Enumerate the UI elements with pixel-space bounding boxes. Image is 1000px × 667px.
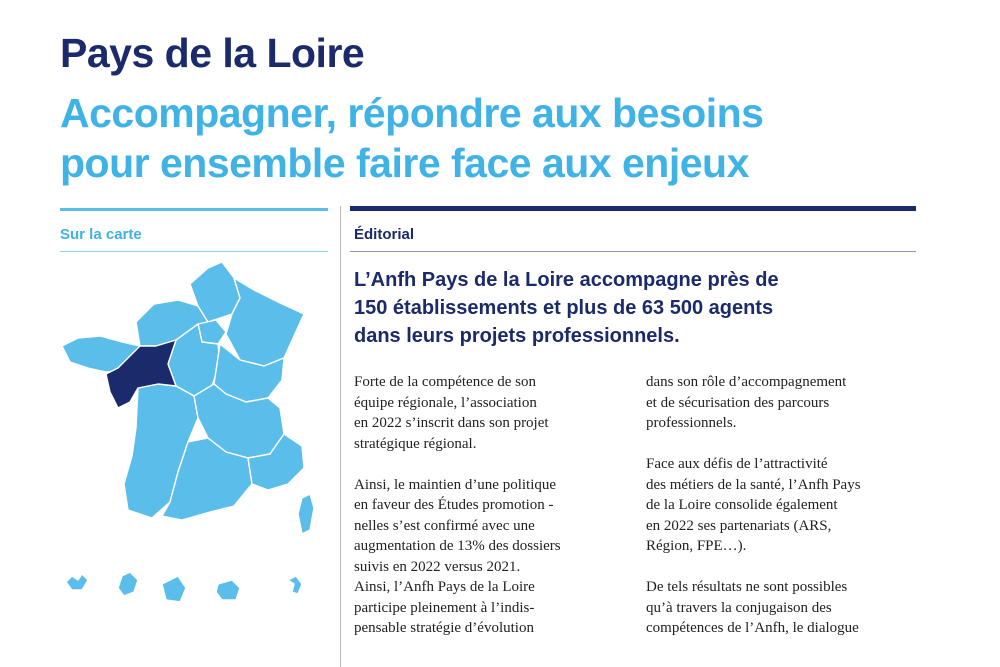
body-line: augmentation de 13% des dossiers xyxy=(354,538,561,554)
body-line: des métiers de la santé, l’Anfh Pays xyxy=(646,476,861,493)
body-line: Ainsi, le maintien d’une politique xyxy=(354,476,557,493)
body-line: qu’à travers la conjugaison des xyxy=(646,599,832,616)
region-corse xyxy=(298,494,314,534)
region-mayotte xyxy=(288,576,302,594)
body-line: De tels résultats ne sont possibles xyxy=(646,579,848,595)
body-line: Région, FPE…). xyxy=(646,538,747,554)
body-line: Forte de la compétence de son xyxy=(354,374,537,390)
column-divider xyxy=(340,206,341,667)
body-line: suivis en 2022 versus 2021. xyxy=(354,558,521,575)
france-regions xyxy=(62,262,314,602)
body-line: en 2022 s’inscrit dans son projet xyxy=(354,415,549,431)
region-grand-est xyxy=(226,278,304,366)
body-line: de la Loire consolide également xyxy=(646,497,838,513)
body-line: dans son rôle d’accompagnement xyxy=(646,374,847,390)
body-line: Face aux défis de l’attractivité xyxy=(646,456,828,472)
left-top-rule xyxy=(60,208,328,211)
page-title: Pays de la Loire xyxy=(60,30,365,76)
editorial-column-2 xyxy=(646,372,926,639)
body-line: en 2022 ses partenariats (ARS, xyxy=(646,517,832,534)
editorial-section-label: Éditorial xyxy=(354,226,415,243)
body-line: participe pleinement à l’indis- xyxy=(354,599,535,616)
body-line: équipe régionale, l’association xyxy=(354,394,537,411)
right-top-rule xyxy=(350,206,916,211)
subtitle-line: Accompagner, répondre aux besoins xyxy=(60,90,764,136)
editorial-column-1 xyxy=(354,372,624,639)
map-section-rule xyxy=(60,251,328,252)
region-guadeloupe xyxy=(66,574,88,590)
body-line: pensable stratégie d’évolution xyxy=(354,620,534,636)
lead-line: 150 établissements et plus de 63 500 agents xyxy=(354,297,774,319)
body-line: en faveur des Études promotion - xyxy=(354,497,554,513)
body-line: professionnels. xyxy=(646,415,737,431)
body-line: et de sécurisation des parcours xyxy=(646,394,830,411)
paragraph-gap xyxy=(354,454,624,475)
map-section-label: Sur la carte xyxy=(60,226,142,243)
france-map xyxy=(58,262,328,642)
subtitle-line: pour ensemble faire face aux enjeux xyxy=(60,140,749,186)
region-reunion xyxy=(216,580,240,600)
lead-line: L’Anfh Pays de la Loire accompagne près de xyxy=(354,269,779,291)
region-guyane xyxy=(162,576,186,602)
editorial-lead xyxy=(354,266,914,350)
body-line: stratégique régional. xyxy=(354,435,477,452)
body-line: compétences de l’Anfh, le dialogue xyxy=(646,620,859,636)
region-martinique xyxy=(118,572,138,596)
editorial-section-rule xyxy=(350,251,916,252)
lead-line: dans leurs projets professionnels. xyxy=(354,325,680,347)
page-subtitle xyxy=(60,88,763,188)
body-line: nelles s’est confirmé avec une xyxy=(354,517,535,534)
body-line: Ainsi, l’Anfh Pays de la Loire xyxy=(354,579,535,595)
paragraph-gap xyxy=(646,434,926,455)
paragraph-gap xyxy=(646,557,926,578)
